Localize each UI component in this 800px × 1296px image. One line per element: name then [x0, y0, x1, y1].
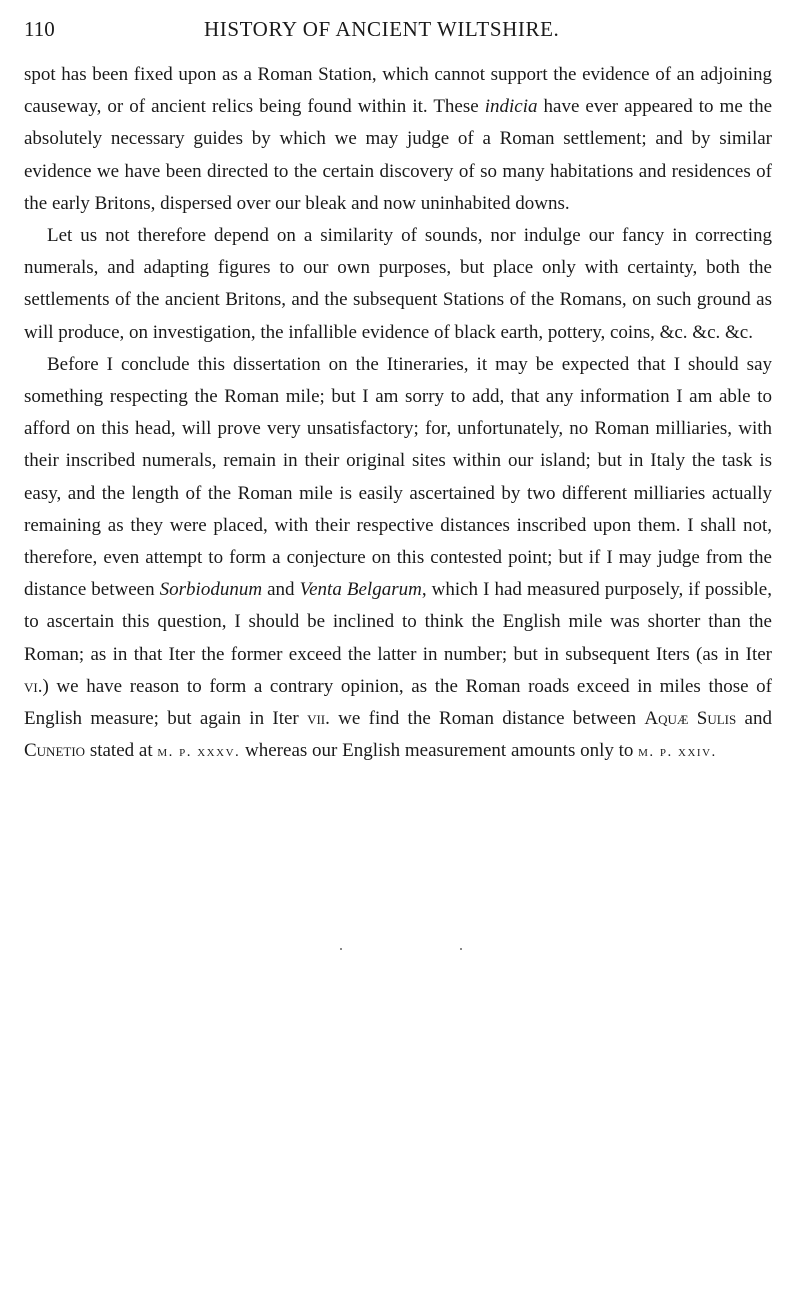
distance-roman: m. p. xxxv. [157, 744, 241, 761]
text-segment: and [262, 579, 300, 601]
iter-number: vi. [24, 675, 43, 697]
page-header [24, 14, 772, 44]
paragraph-2 [24, 220, 772, 349]
text-segment: ) we have reason to form a contrary opinion, as the Roman roads exceed in miles those of English measure; but again in Iter [24, 675, 772, 730]
place-cunetio: Cunetio [24, 740, 86, 762]
body-text [24, 59, 772, 768]
distance-english: m. p. xxiv. [638, 744, 717, 761]
paragraph-1 [24, 59, 772, 220]
text-segment: Before I conclude this dissertation on the Itineraries, it may be expected that I should say something respecting the Roman mile; but I am sorry to add, that any information I am able to afford on this head, will prove very unsatisfactory; for, unfortunately, no Roman milliaries, with their inscribed numerals, remain in their original sites within our island; but in Italy the task is easy, and the length of the Roman mile is easily ascertained by two different milliaries actually remaining as they were placed, with their respective distances inscribed upon them. I shall not, therefore, even attempt to form a conjecture on this contested point; but if I may judge from the distance between [24, 353, 772, 601]
text-segment: stated at [85, 740, 158, 762]
text-segment: , which I had measured purposely, if possible, to ascertain this question, I should be inclined to think the English mile was shorter than the Roman; as in that Iter the former exceed the latter in number; but in subsequent Iters (as in Iter [24, 579, 772, 665]
text-segment: Let us not therefore depend on a similarity of sounds, nor indulge our fancy in correcting numerals, and adapting figures to our own purposes, but place only with certainty, both the settlements of the ancient Britons, and the subsequent Stations of the Romans, on such ground as will produce, on investigation, the infallible evidence of black earth, pottery, coins, &c. &c. &c. [24, 225, 772, 343]
text-segment: have ever appeared to me the absolutely necessary guides by which we may judge of a Roman settlement; and by similar evidence we have been directed to the certain discovery of so many habitations and residences of the early Britons, dispersed over our bleak and now uninhabited downs. [24, 96, 773, 214]
place-aquae-sulis: Aquæ Sulis [644, 708, 737, 730]
scan-speck [460, 948, 462, 950]
text-segment: whereas our English measurement amounts only to [240, 740, 639, 762]
scan-speck [340, 948, 342, 950]
text-segment: we find the Roman distance between [329, 708, 645, 730]
page-number: 110 [24, 17, 55, 41]
italic-place-venta-belgarum: Venta Belgarum [299, 579, 422, 601]
italic-term-indicia: indicia [484, 96, 538, 118]
iter-number: vii. [307, 708, 330, 730]
italic-place-sorbiodunum: Sorbiodunum [159, 579, 263, 601]
paragraph-3 [24, 349, 772, 769]
text-segment: spot has been fixed upon as a Roman Station, which cannot support the evidence of an adjoining causeway, or of ancient relics being found within it. These [24, 64, 772, 118]
text-segment: and [736, 708, 772, 730]
book-page [24, 14, 772, 768]
running-title: HISTORY OF ANCIENT WILTSHIRE. [204, 17, 560, 41]
